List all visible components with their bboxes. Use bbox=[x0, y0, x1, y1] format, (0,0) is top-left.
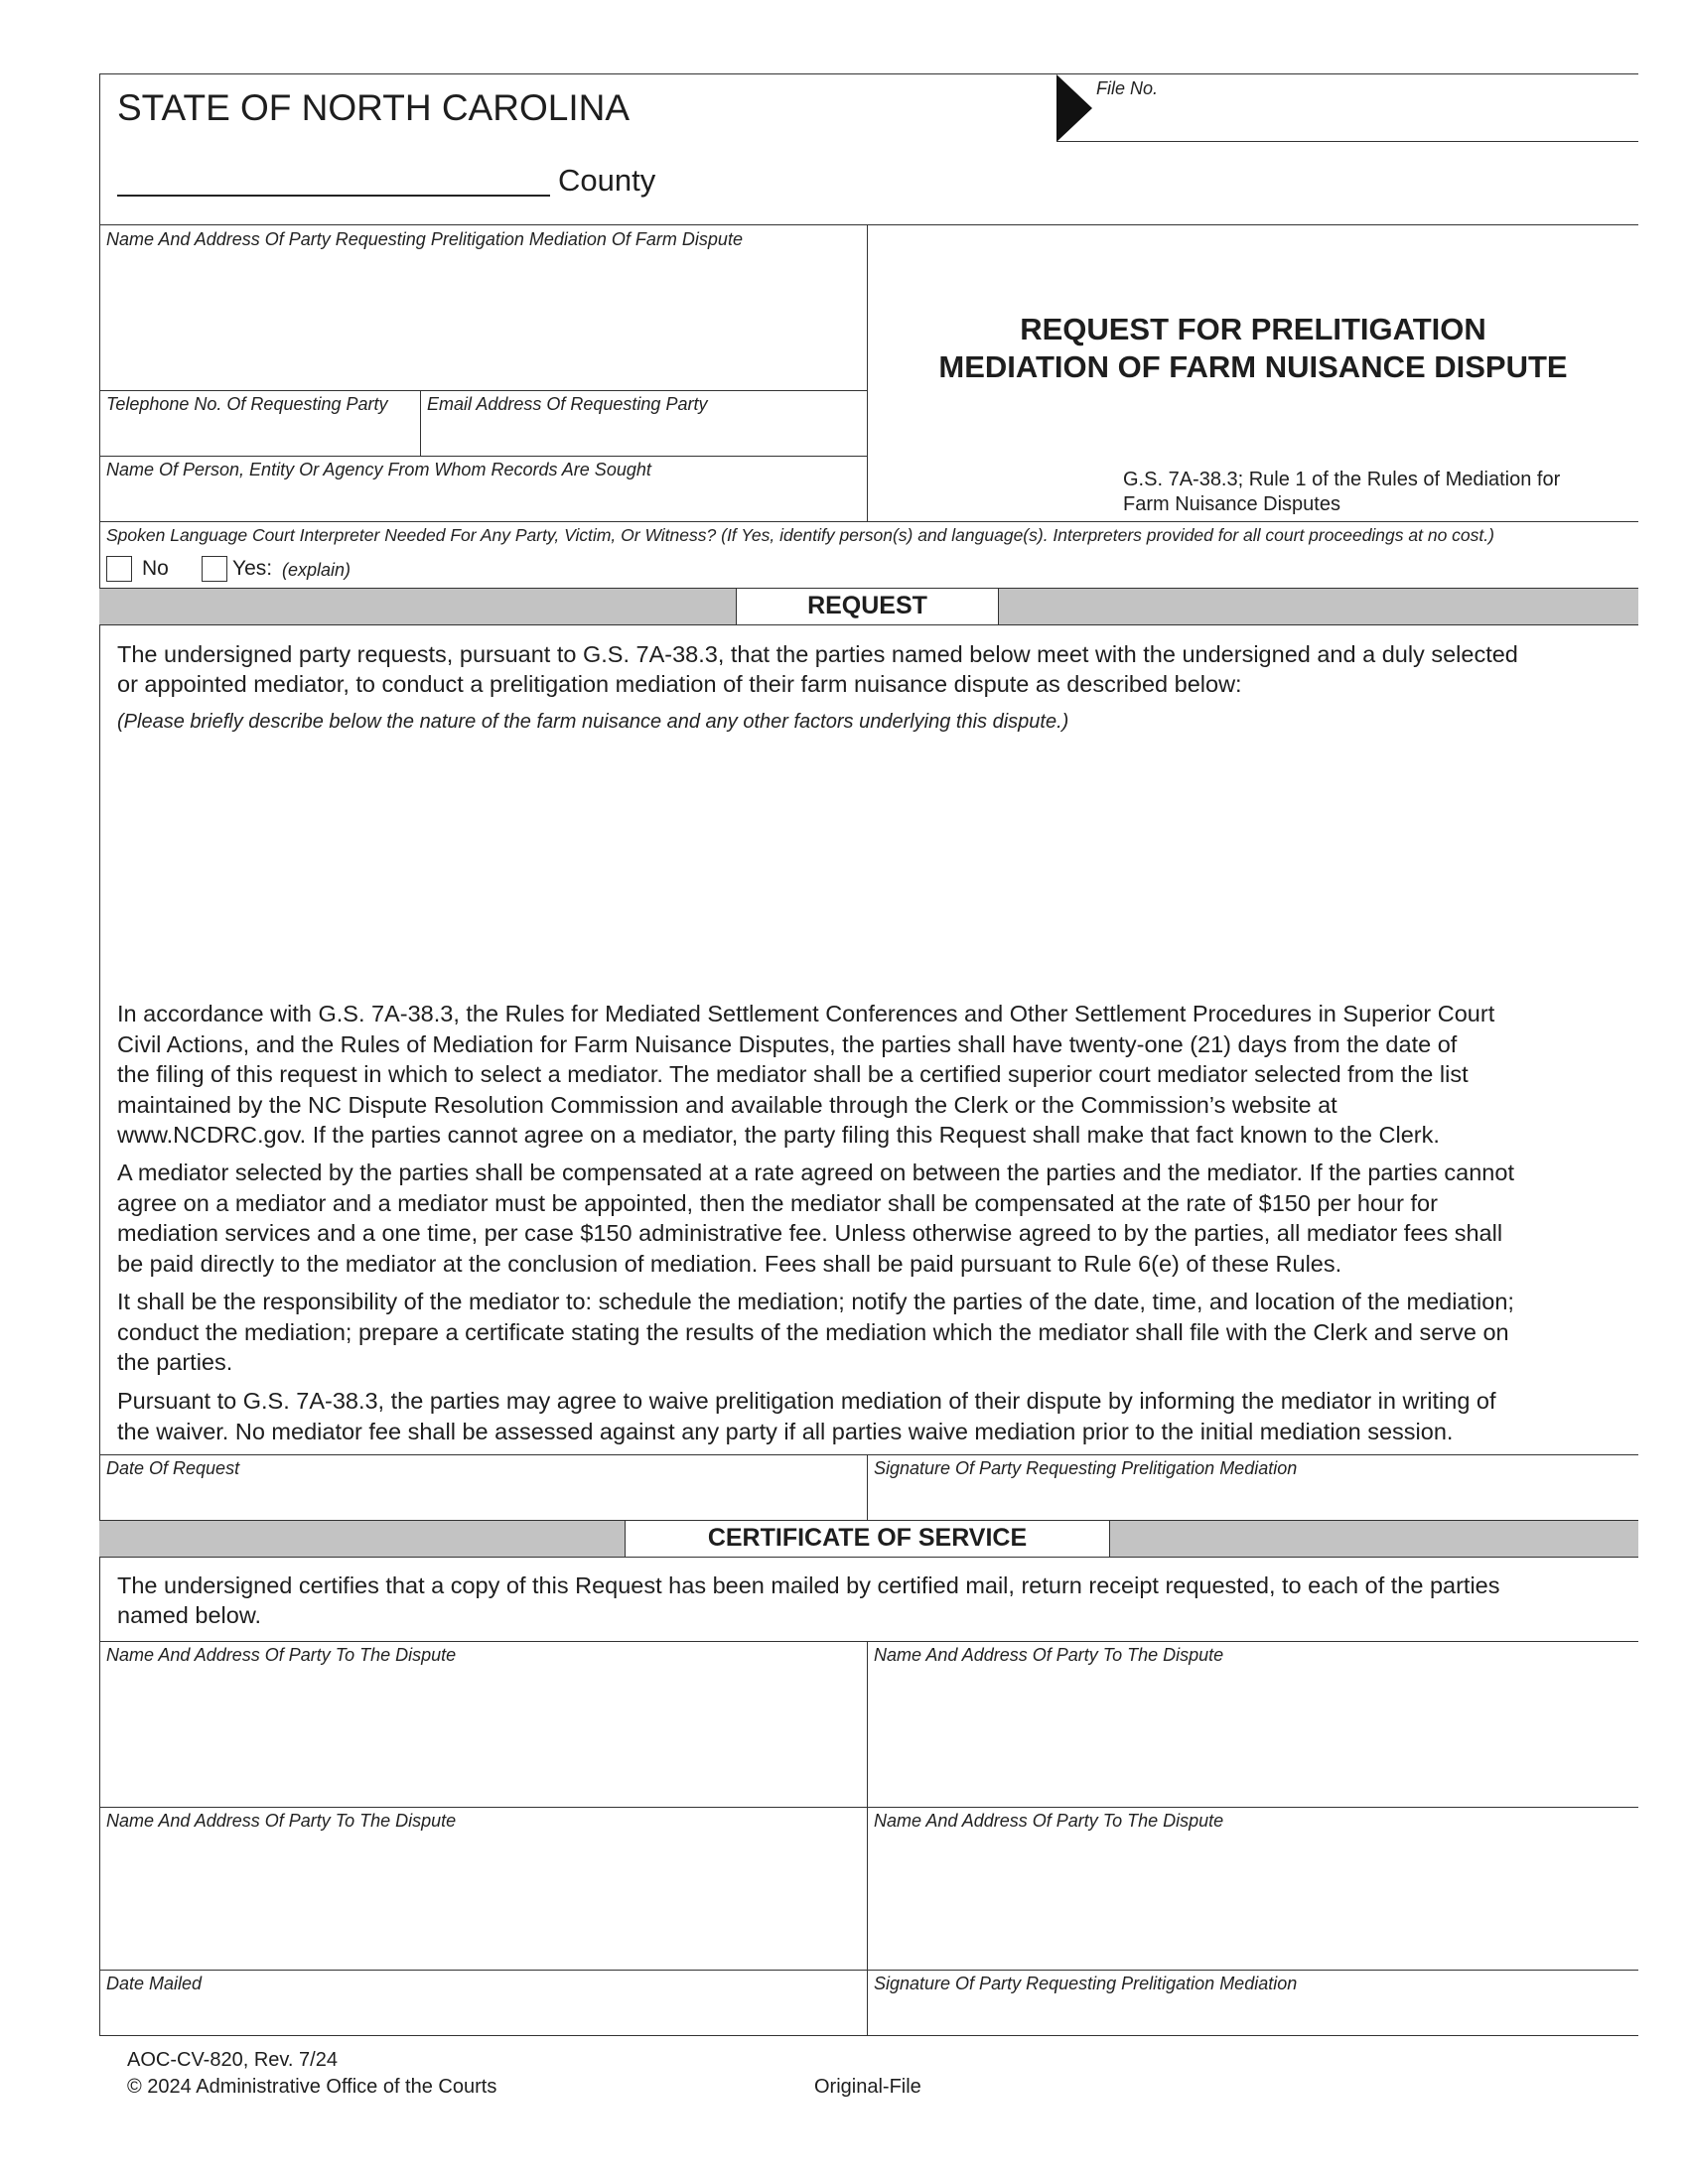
request-paragraph-4 bbox=[117, 1386, 1496, 1446]
telephone-label: Telephone No. Of Requesting Party bbox=[106, 394, 388, 414]
request-date-input[interactable] bbox=[101, 1481, 866, 1519]
copy-designation: Original-File bbox=[814, 2076, 921, 2098]
telephone-row-rule bbox=[99, 390, 867, 391]
paragraph-1-line: the filing of this request in which to select a mediator. The mediator shall be a certified superior court mediator selected from the list bbox=[117, 1061, 1469, 1087]
request-intro-line2: or appointed mediator, to conduct a prelitigation mediation of their farm nuisance dispute as described below: bbox=[117, 671, 1242, 697]
form-title-line1: REQUEST FOR PRELITIGATION bbox=[1020, 312, 1486, 346]
party-block-top-rule bbox=[99, 224, 1638, 225]
email-label: Email Address Of Requesting Party bbox=[427, 394, 708, 414]
request-signature-input[interactable] bbox=[869, 1481, 1637, 1519]
certificate-signature-input[interactable] bbox=[869, 1996, 1637, 2034]
interpreter-yes-label: Yes: bbox=[232, 557, 273, 580]
party-grid-middle-rule bbox=[99, 1807, 1638, 1808]
date-mailed-label: Date Mailed bbox=[106, 1974, 203, 1993]
state-title: STATE OF NORTH CAROLINA bbox=[117, 87, 630, 128]
top-border bbox=[99, 73, 1638, 74]
dispute-party-2-input[interactable] bbox=[869, 1668, 1637, 1806]
interpreter-no-checkbox[interactable] bbox=[106, 556, 132, 582]
request-paragraph-3 bbox=[117, 1287, 1514, 1378]
records-sought-input[interactable] bbox=[101, 482, 866, 520]
interpreter-explain-input[interactable] bbox=[367, 552, 1636, 586]
file-number-underline bbox=[1056, 141, 1638, 142]
dispute-party-2-label: Name And Address Of Party To The Dispute bbox=[874, 1645, 1224, 1665]
requesting-party-label: Name And Address Of Party Requesting Prelitigation Mediation Of Farm Dispute bbox=[106, 229, 743, 249]
paragraph-3-line: conduct the mediation; prepare a certificate stating the results of the mediation which the mediator shall file with the Clerk and serve on bbox=[117, 1318, 1509, 1345]
paragraph-1-line: www.NCDRC.gov. If the parties cannot agree on a mediator, the party filing this Request shall make that fact known to the Clerk. bbox=[117, 1122, 1440, 1148]
interpreter-top-rule bbox=[99, 521, 1638, 522]
records-sought-label: Name Of Person, Entity Or Agency From Whom Records Are Sought bbox=[106, 460, 651, 479]
certificate-text-line2: named below. bbox=[117, 1602, 262, 1628]
interpreter-question: Spoken Language Court Interpreter Needed For Any Party, Victim, Or Witness? (If Yes, identify person(s) and language(s). Interpreters provided for all court proceedings at no cost.) bbox=[106, 525, 1494, 545]
file-number-arrow-icon bbox=[1056, 74, 1096, 142]
interpreter-yes-checkbox[interactable] bbox=[202, 556, 227, 582]
certificate-section-band bbox=[99, 1520, 1638, 1558]
dispute-party-3-label: Name And Address Of Party To The Dispute bbox=[106, 1811, 457, 1831]
request-section-title: REQUEST bbox=[736, 588, 999, 625]
request-intro-line1: The undersigned party requests, pursuant to G.S. 7A-38.3, that the parties named below meet with the undersigned and a duly selected bbox=[117, 641, 1518, 667]
statute-reference-line1: G.S. 7A-38.3; Rule 1 of the Rules of Mediation for bbox=[1123, 469, 1561, 490]
left-border bbox=[99, 73, 100, 2035]
dispute-party-4-input[interactable] bbox=[869, 1834, 1637, 1969]
request-instruction: (Please briefly describe below the nature of the farm nuisance and any other factors underlying this dispute.) bbox=[117, 711, 1069, 733]
requesting-party-input[interactable] bbox=[101, 252, 866, 389]
request-date-row-rule bbox=[99, 1454, 1638, 1455]
request-date-signature-divider bbox=[867, 1454, 868, 1520]
date-mailed-row-rule bbox=[99, 1970, 1638, 1971]
request-paragraph-1 bbox=[117, 999, 1494, 1151]
copyright-notice: © 2024 Administrative Office of the Courts bbox=[127, 2076, 497, 2098]
certificate-text-line1: The undersigned certifies that a copy of this Request has been mailed by certified mail, return receipt requested, to each of the parties bbox=[117, 1572, 1500, 1598]
paragraph-2-line: be paid directly to the mediator at the conclusion of mediation. Fees shall be paid pursuant to Rule 6(e) of these Rules. bbox=[117, 1250, 1342, 1277]
telephone-input[interactable] bbox=[101, 417, 419, 455]
paragraph-1-line: In accordance with G.S. 7A-38.3, the Rules for Mediated Settlement Conferences and Other Settlement Procedures in Superior Court bbox=[117, 1001, 1495, 1026]
paragraph-3-line: the parties. bbox=[117, 1349, 233, 1375]
records-row-rule bbox=[99, 456, 867, 457]
dispute-party-3-input[interactable] bbox=[101, 1834, 866, 1969]
form-bottom-rule bbox=[99, 2035, 1638, 2036]
paragraph-2-line: mediation services and a one time, per case $150 administrative fee. Unless otherwise agreed to by the parties, all mediator fees shall bbox=[117, 1220, 1503, 1246]
party-grid-divider bbox=[867, 1641, 868, 2035]
email-input[interactable] bbox=[422, 417, 866, 455]
interpreter-no-label: No bbox=[142, 557, 169, 580]
telephone-email-divider bbox=[420, 390, 421, 456]
interpreter-explain-label: (explain) bbox=[282, 560, 352, 580]
county-label: County bbox=[558, 163, 656, 198]
paragraph-2-line: agree on a mediator and a mediator must be appointed, then the mediator shall be compensated at the rate of $150 per hour for bbox=[117, 1189, 1438, 1216]
date-mailed-input[interactable] bbox=[101, 1996, 866, 2034]
request-paragraph-2 bbox=[117, 1158, 1514, 1279]
request-signature-label: Signature Of Party Requesting Prelitigation Mediation bbox=[874, 1458, 1298, 1478]
request-date-label: Date Of Request bbox=[106, 1458, 240, 1478]
paragraph-1-line: maintained by the NC Dispute Resolution Commission and available through the Clerk or the Commission’s website at bbox=[117, 1091, 1337, 1118]
dispute-description-input[interactable] bbox=[109, 737, 1628, 997]
form-number: AOC-CV-820, Rev. 7/24 bbox=[127, 2049, 338, 2071]
county-input[interactable] bbox=[117, 159, 550, 197]
certificate-signature-label: Signature Of Party Requesting Prelitigation Mediation bbox=[874, 1974, 1298, 1993]
file-number-input[interactable] bbox=[1096, 99, 1638, 141]
dispute-party-4-label: Name And Address Of Party To The Dispute bbox=[874, 1811, 1224, 1831]
paragraph-3-line: It shall be the responsibility of the mediator to: schedule the mediation; notify the parties of the date, time, and location of the mediation; bbox=[117, 1289, 1514, 1314]
dispute-party-1-input[interactable] bbox=[101, 1668, 866, 1806]
paragraph-4-line: Pursuant to G.S. 7A-38.3, the parties may agree to waive prelitigation mediation of their dispute by informing the mediator in writing of bbox=[117, 1388, 1496, 1414]
paragraph-1-line: Civil Actions, and the Rules of Mediation for Farm Nuisance Disputes, the parties shall have twenty-one (21) days from the date of bbox=[117, 1030, 1458, 1057]
statute-reference-line2: Farm Nuisance Disputes bbox=[1123, 493, 1340, 515]
paragraph-2-line: A mediator selected by the parties shall be compensated at a rate agreed on between the parties and the mediator. If the parties cannot bbox=[117, 1160, 1514, 1185]
party-grid-top-rule bbox=[99, 1641, 1638, 1642]
paragraph-4-line: the waiver. No mediator fee shall be assessed against any party if all parties waive mediation prior to the initial mediation session. bbox=[117, 1418, 1454, 1444]
form-title-line2: MEDIATION OF FARM NUISANCE DISPUTE bbox=[938, 349, 1568, 384]
certificate-section-title: CERTIFICATE OF SERVICE bbox=[625, 1520, 1110, 1558]
file-number-label: File No. bbox=[1096, 78, 1159, 98]
dispute-party-1-label: Name And Address Of Party To The Dispute bbox=[106, 1645, 457, 1665]
request-section-band bbox=[99, 588, 1638, 625]
